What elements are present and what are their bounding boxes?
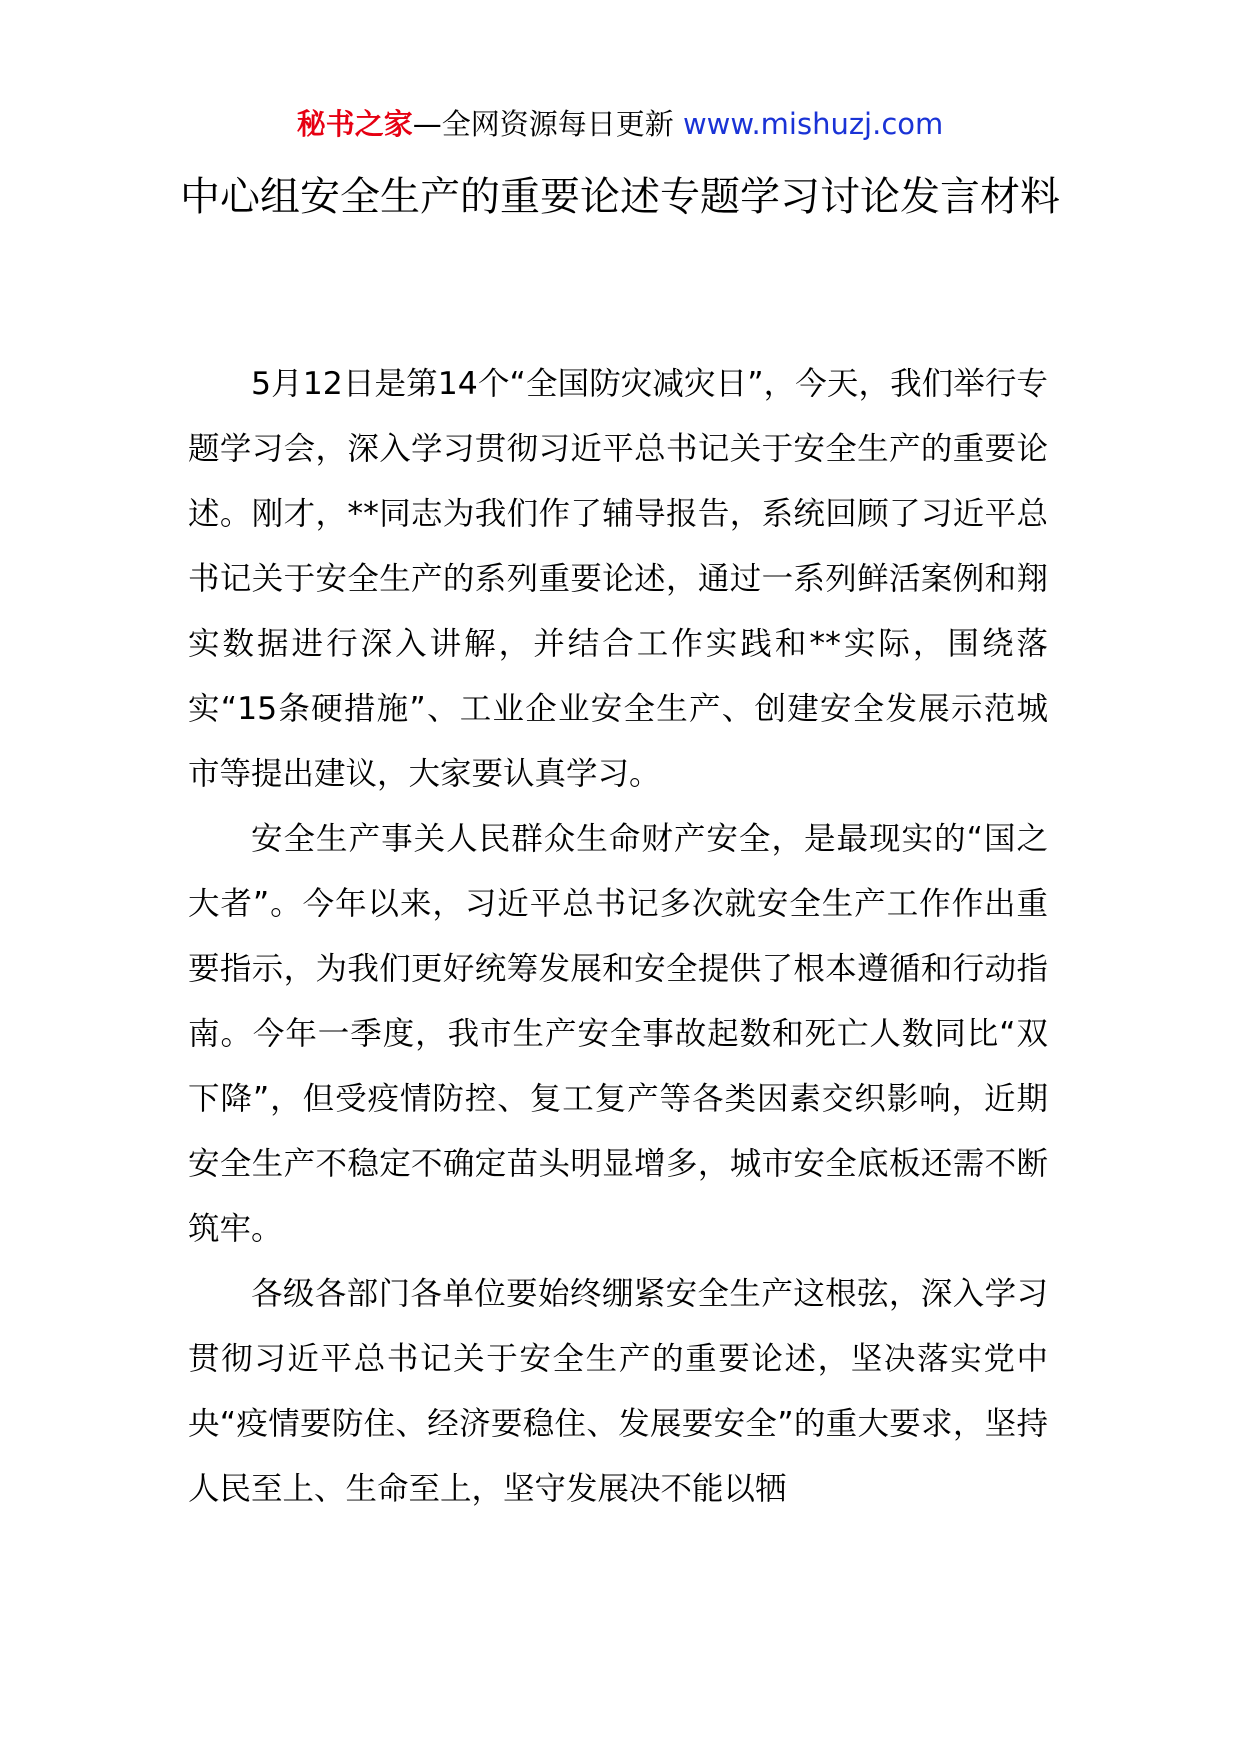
brand-name: 秘书之家 [296, 107, 413, 141]
paragraph: 5月12日是第14个“全国防灾减灾日”，今天，我们举行专题学习会，深入学习贯彻习近平总书记关于安全生产的重要论述。刚才，**同志为我们作了辅导报告，系统回顾了习近平总书记关于安全生产的系列重要论述，通过一系列鲜活案例和翔实数据进行深入讲解，并结合工作实践和**实际，围绕落实“15条硬措施”、工业企业安全生产、创建安全发展示范城市等提出建议，大家要认真学习。 [188, 366, 1048, 792]
header-tagline: —全网资源每日更新 [412, 107, 683, 141]
document-title: 中心组安全生产的重要论述专题学习讨论发言材料 [180, 174, 1060, 220]
paragraph: 安全生产事关人民群众生命财产安全，是最现实的“国之大者”。今年以来，习近平总书记多次就安全生产工作作出重要指示，为我们更好统筹发展和安全提供了根本遵循和行动指南。今年一季度，我市生产安全事故起数和死亡人数同比“双下降”，但受疫情防控、复工复产等各类因素交织影响，近期安全生产不稳定不确定苗头明显增多，城市安全底板还需不断筑牢。 [188, 821, 1048, 1247]
site-header [0, 104, 1240, 144]
site-url-link[interactable]: www.mishuzj.com [682, 107, 944, 141]
document-body [188, 352, 1048, 1522]
paragraph: 各级各部门各单位要始终绷紧安全生产这根弦，深入学习贯彻习近平总书记关于安全生产的重要论述，坚决落实党中央“疫情要防住、经济要稳住、发展要安全”的重大要求，坚持人民至上、生命至上，坚守发展决不能以牺 [188, 1276, 1048, 1507]
